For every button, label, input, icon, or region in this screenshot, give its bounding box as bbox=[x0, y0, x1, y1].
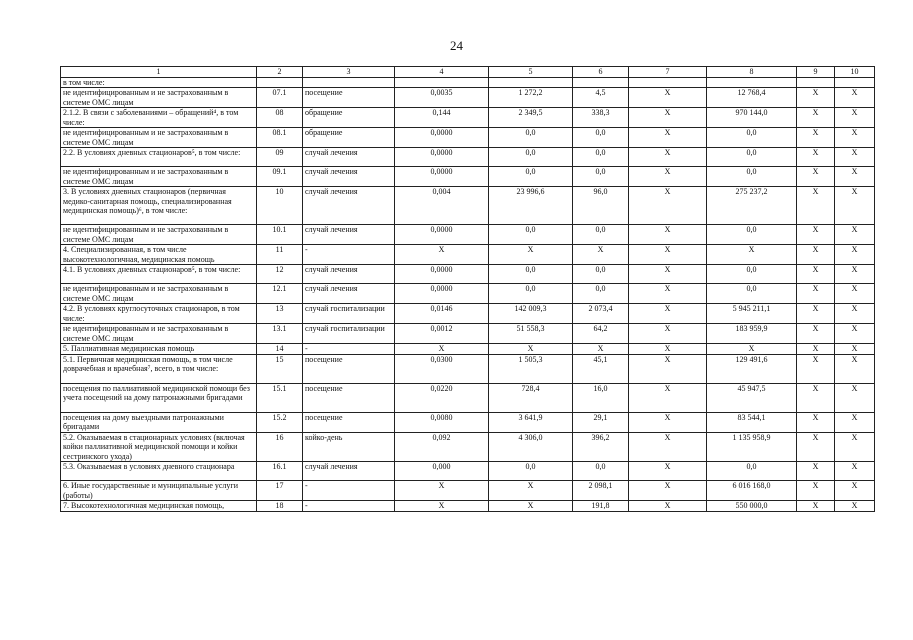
col9-cell: X bbox=[797, 501, 835, 512]
col7-cell: X bbox=[629, 88, 707, 108]
row-name-cell: не идентифицированным и не застрахованным в системе ОМС лицам bbox=[61, 128, 257, 148]
row-code-cell: 12 bbox=[257, 265, 303, 284]
col10-cell: X bbox=[835, 354, 875, 383]
col7-cell: X bbox=[629, 354, 707, 383]
row-unit-cell: случай лечения bbox=[303, 225, 395, 245]
table-row bbox=[61, 344, 875, 355]
row-name-cell: не идентифицированным и не застрахованным в системе ОМС лицам bbox=[61, 88, 257, 108]
col5-cell: X bbox=[489, 501, 573, 512]
col6-cell: 29,1 bbox=[573, 412, 629, 432]
col6-cell: 0,0 bbox=[573, 462, 629, 481]
col10-cell: X bbox=[835, 128, 875, 148]
col9-cell: X bbox=[797, 462, 835, 481]
col7-cell: X bbox=[629, 148, 707, 167]
column-header-4: 4 bbox=[395, 67, 489, 78]
col5-cell: 0,0 bbox=[489, 167, 573, 187]
col6-cell: 64,2 bbox=[573, 324, 629, 344]
table-row bbox=[61, 187, 875, 225]
row-code-cell: 16 bbox=[257, 432, 303, 462]
col4-cell: 0,092 bbox=[395, 432, 489, 462]
col6-cell: 0,0 bbox=[573, 148, 629, 167]
row-code-cell: 09.1 bbox=[257, 167, 303, 187]
col10-cell: X bbox=[835, 462, 875, 481]
col9-cell: X bbox=[797, 324, 835, 344]
col10-cell: X bbox=[835, 383, 875, 412]
col8-cell: 129 491,6 bbox=[707, 354, 797, 383]
col9-cell: X bbox=[797, 481, 835, 501]
col4-cell: 0,0220 bbox=[395, 383, 489, 412]
row-name-cell: 5.1. Первичная медицинская помощь, в том числе доврачебная и врачебная⁷, всего, в том числе: bbox=[61, 354, 257, 383]
row-unit-cell: случай госпитализации bbox=[303, 304, 395, 324]
row-name-cell: 2.1.2. В связи с заболеваниями – обращений⁴, в том числе: bbox=[61, 108, 257, 128]
table-row bbox=[61, 412, 875, 432]
column-header-9: 9 bbox=[797, 67, 835, 78]
table-body bbox=[61, 77, 875, 511]
table-row bbox=[61, 108, 875, 128]
col6-cell: 2 098,1 bbox=[573, 481, 629, 501]
col7-cell: X bbox=[629, 245, 707, 265]
row-code-cell: 16.1 bbox=[257, 462, 303, 481]
row-unit-cell: обращение bbox=[303, 128, 395, 148]
col8-cell: 970 144,0 bbox=[707, 108, 797, 128]
column-header-6: 6 bbox=[573, 67, 629, 78]
row-name-cell: посещения по паллиативной медицинской помощи без учета посещений на дому патронажными бригадами bbox=[61, 383, 257, 412]
table-row bbox=[61, 324, 875, 344]
row-unit-cell: посещение bbox=[303, 412, 395, 432]
col9-cell: X bbox=[797, 225, 835, 245]
row-name-cell: 2.2. В условиях дневных стационаров⁵, в том числе: bbox=[61, 148, 257, 167]
row-code-cell: 11 bbox=[257, 245, 303, 265]
col8-cell: 12 768,4 bbox=[707, 88, 797, 108]
row-unit-cell: койко-день bbox=[303, 432, 395, 462]
col10-cell: X bbox=[835, 225, 875, 245]
row-name-cell: не идентифицированным и не застрахованным в системе ОМС лицам bbox=[61, 225, 257, 245]
col7-cell: X bbox=[629, 462, 707, 481]
col8-cell: 5 945 211,1 bbox=[707, 304, 797, 324]
col7-cell: X bbox=[629, 225, 707, 245]
column-header-7: 7 bbox=[629, 67, 707, 78]
col5-cell: 142 009,3 bbox=[489, 304, 573, 324]
col4-cell: 0,0035 bbox=[395, 88, 489, 108]
col10-cell: X bbox=[835, 265, 875, 284]
col6-cell: 2 073,4 bbox=[573, 304, 629, 324]
row-unit-cell: посещение bbox=[303, 88, 395, 108]
table-row bbox=[61, 128, 875, 148]
col7-cell: X bbox=[629, 284, 707, 304]
row-name-cell: не идентифицированным и не застрахованным в системе ОМС лицам bbox=[61, 167, 257, 187]
row-code-cell: 18 bbox=[257, 501, 303, 512]
col7-cell: X bbox=[629, 501, 707, 512]
col5-cell: 0,0 bbox=[489, 148, 573, 167]
column-header-1: 1 bbox=[61, 67, 257, 78]
table-row bbox=[61, 481, 875, 501]
col8-cell: 0,0 bbox=[707, 167, 797, 187]
column-header-8: 8 bbox=[707, 67, 797, 78]
row-code-cell: 09 bbox=[257, 148, 303, 167]
row-code-cell: 14 bbox=[257, 344, 303, 355]
row-unit-cell: - bbox=[303, 501, 395, 512]
col8-cell: 6 016 168,0 bbox=[707, 481, 797, 501]
row-name-cell: 3. В условиях дневных стационаров (первичная медико-санитарная помощь, специализированная медицинская помощь)⁶, в том числе: bbox=[61, 187, 257, 225]
col5-cell: X bbox=[489, 344, 573, 355]
row-code-cell: 10 bbox=[257, 187, 303, 225]
col9-cell: X bbox=[797, 344, 835, 355]
row-unit-cell: случай лечения bbox=[303, 462, 395, 481]
col8-cell: 550 000,0 bbox=[707, 501, 797, 512]
col7-cell: X bbox=[629, 344, 707, 355]
col6-cell: 0,0 bbox=[573, 284, 629, 304]
col9-cell: X bbox=[797, 128, 835, 148]
col8-cell: 0,0 bbox=[707, 128, 797, 148]
col5-cell: 0,0 bbox=[489, 462, 573, 481]
col9-cell: X bbox=[797, 88, 835, 108]
row-unit-cell: посещение bbox=[303, 354, 395, 383]
col10-cell: X bbox=[835, 187, 875, 225]
table-row bbox=[61, 354, 875, 383]
row-unit-cell: обращение bbox=[303, 108, 395, 128]
col8-cell: 1 135 958,9 bbox=[707, 432, 797, 462]
col10-cell: X bbox=[835, 304, 875, 324]
col4-cell: 0,0300 bbox=[395, 354, 489, 383]
col6-cell: 96,0 bbox=[573, 187, 629, 225]
row-code-cell: 08 bbox=[257, 108, 303, 128]
column-header-10: 10 bbox=[835, 67, 875, 78]
col5-cell: 2 349,5 bbox=[489, 108, 573, 128]
col6-cell: 0,0 bbox=[573, 167, 629, 187]
row-unit-cell: случай лечения bbox=[303, 284, 395, 304]
table-row bbox=[61, 245, 875, 265]
col5-cell: 0,0 bbox=[489, 225, 573, 245]
col6-cell: 338,3 bbox=[573, 108, 629, 128]
col4-cell: 0,0000 bbox=[395, 167, 489, 187]
col6-cell: 0,0 bbox=[573, 265, 629, 284]
col8-cell: 45 947,5 bbox=[707, 383, 797, 412]
col4-cell: 0,0000 bbox=[395, 128, 489, 148]
row-name-cell: 4.2. В условиях круглосуточных стационаров, в том числе: bbox=[61, 304, 257, 324]
row-unit-cell: - bbox=[303, 481, 395, 501]
row-code-cell: 15.2 bbox=[257, 412, 303, 432]
col8-cell: 0,0 bbox=[707, 265, 797, 284]
page-number: 24 bbox=[450, 38, 463, 53]
row-unit-cell: случай лечения bbox=[303, 187, 395, 225]
col6-cell: 191,8 bbox=[573, 501, 629, 512]
table-row bbox=[61, 265, 875, 284]
row-code-cell: 10.1 bbox=[257, 225, 303, 245]
row-name-cell: 4.1. В условиях дневных стационаров⁵, в том числе: bbox=[61, 265, 257, 284]
col4-cell: X bbox=[395, 245, 489, 265]
col10-cell: X bbox=[835, 344, 875, 355]
col9-cell bbox=[797, 77, 835, 88]
table-row bbox=[61, 77, 875, 88]
col5-cell: 0,0 bbox=[489, 284, 573, 304]
col7-cell: X bbox=[629, 304, 707, 324]
col5-cell: 4 306,0 bbox=[489, 432, 573, 462]
col9-cell: X bbox=[797, 284, 835, 304]
table-row bbox=[61, 284, 875, 304]
col10-cell: X bbox=[835, 284, 875, 304]
table-row bbox=[61, 88, 875, 108]
row-unit-cell: - bbox=[303, 245, 395, 265]
col9-cell: X bbox=[797, 412, 835, 432]
table-row bbox=[61, 225, 875, 245]
col4-cell: 0,0012 bbox=[395, 324, 489, 344]
row-code-cell: 15.1 bbox=[257, 383, 303, 412]
col6-cell: 0,0 bbox=[573, 128, 629, 148]
col10-cell bbox=[835, 77, 875, 88]
col6-cell: 45,1 bbox=[573, 354, 629, 383]
col8-cell: 0,0 bbox=[707, 462, 797, 481]
col5-cell: 23 996,6 bbox=[489, 187, 573, 225]
col9-cell: X bbox=[797, 432, 835, 462]
table-row bbox=[61, 383, 875, 412]
col8-cell: 183 959,9 bbox=[707, 324, 797, 344]
row-name-cell: 6. Иные государственные и муниципальные услуги (работы) bbox=[61, 481, 257, 501]
row-name-cell: посещения на дому выездными патронажными бригадами bbox=[61, 412, 257, 432]
col5-cell: 51 558,3 bbox=[489, 324, 573, 344]
col4-cell: X bbox=[395, 344, 489, 355]
table-row bbox=[61, 148, 875, 167]
table-row bbox=[61, 167, 875, 187]
col5-cell: 0,0 bbox=[489, 128, 573, 148]
col4-cell: 0,0000 bbox=[395, 284, 489, 304]
col10-cell: X bbox=[835, 148, 875, 167]
col9-cell: X bbox=[797, 245, 835, 265]
row-code-cell: 15 bbox=[257, 354, 303, 383]
col10-cell: X bbox=[835, 412, 875, 432]
col10-cell: X bbox=[835, 245, 875, 265]
row-name-cell: не идентифицированным и не застрахованным в системе ОМС лицам bbox=[61, 324, 257, 344]
col6-cell: 4,5 bbox=[573, 88, 629, 108]
row-name-cell: 5. Паллиативная медицинская помощь bbox=[61, 344, 257, 355]
col7-cell: X bbox=[629, 324, 707, 344]
col7-cell: X bbox=[629, 383, 707, 412]
row-name-cell: 7. Высокотехнологичная медицинская помощь, bbox=[61, 501, 257, 512]
col7-cell: X bbox=[629, 187, 707, 225]
col7-cell: X bbox=[629, 167, 707, 187]
table-header-row bbox=[61, 67, 875, 78]
col9-cell: X bbox=[797, 167, 835, 187]
col9-cell: X bbox=[797, 187, 835, 225]
col5-cell: 3 641,9 bbox=[489, 412, 573, 432]
col6-cell: 16,0 bbox=[573, 383, 629, 412]
col6-cell: X bbox=[573, 245, 629, 265]
col5-cell: X bbox=[489, 245, 573, 265]
column-header-5: 5 bbox=[489, 67, 573, 78]
row-name-cell: 5.2. Оказываемая в стационарных условиях (включая койки паллиативной медицинской помощи и койки сестринского ухода) bbox=[61, 432, 257, 462]
col10-cell: X bbox=[835, 108, 875, 128]
col4-cell: 0,144 bbox=[395, 108, 489, 128]
col4-cell: 0,0000 bbox=[395, 265, 489, 284]
row-unit-cell: случай лечения bbox=[303, 265, 395, 284]
row-code-cell bbox=[257, 77, 303, 88]
col8-cell: X bbox=[707, 344, 797, 355]
row-unit-cell: случай госпитализации bbox=[303, 324, 395, 344]
table-row bbox=[61, 432, 875, 462]
col4-cell: 0,004 bbox=[395, 187, 489, 225]
col4-cell: X bbox=[395, 481, 489, 501]
col8-cell: 0,0 bbox=[707, 284, 797, 304]
col4-cell: 0,0000 bbox=[395, 225, 489, 245]
table-row bbox=[61, 462, 875, 481]
col5-cell: 1 272,2 bbox=[489, 88, 573, 108]
col10-cell: X bbox=[835, 167, 875, 187]
col9-cell: X bbox=[797, 148, 835, 167]
col10-cell: X bbox=[835, 501, 875, 512]
row-name-cell: 5.3. Оказываемая в условиях дневного стационара bbox=[61, 462, 257, 481]
col5-cell: 0,0 bbox=[489, 265, 573, 284]
row-name-cell: не идентифицированным и не застрахованным в системе ОМС лицам bbox=[61, 284, 257, 304]
col8-cell: 275 237,2 bbox=[707, 187, 797, 225]
col5-cell bbox=[489, 77, 573, 88]
col6-cell: 396,2 bbox=[573, 432, 629, 462]
col9-cell: X bbox=[797, 304, 835, 324]
row-code-cell: 08.1 bbox=[257, 128, 303, 148]
data-table bbox=[60, 66, 875, 512]
col6-cell bbox=[573, 77, 629, 88]
col8-cell bbox=[707, 77, 797, 88]
col7-cell: X bbox=[629, 108, 707, 128]
col9-cell: X bbox=[797, 354, 835, 383]
row-unit-cell bbox=[303, 77, 395, 88]
col4-cell: 0,0000 bbox=[395, 148, 489, 167]
col5-cell: X bbox=[489, 481, 573, 501]
row-unit-cell: посещение bbox=[303, 383, 395, 412]
col7-cell: X bbox=[629, 128, 707, 148]
col10-cell: X bbox=[835, 88, 875, 108]
col7-cell: X bbox=[629, 432, 707, 462]
col6-cell: X bbox=[573, 344, 629, 355]
col8-cell: 0,0 bbox=[707, 225, 797, 245]
col8-cell: 83 544,1 bbox=[707, 412, 797, 432]
row-code-cell: 17 bbox=[257, 481, 303, 501]
col4-cell: 0,000 bbox=[395, 462, 489, 481]
row-code-cell: 13 bbox=[257, 304, 303, 324]
col9-cell: X bbox=[797, 383, 835, 412]
table-row bbox=[61, 501, 875, 512]
row-unit-cell: случай лечения bbox=[303, 167, 395, 187]
col10-cell: X bbox=[835, 432, 875, 462]
column-header-2: 2 bbox=[257, 67, 303, 78]
row-name-cell: в том числе: bbox=[61, 77, 257, 88]
col9-cell: X bbox=[797, 265, 835, 284]
col4-cell: 0,0080 bbox=[395, 412, 489, 432]
col7-cell: X bbox=[629, 481, 707, 501]
column-header-3: 3 bbox=[303, 67, 395, 78]
col4-cell: 0,0146 bbox=[395, 304, 489, 324]
col7-cell bbox=[629, 77, 707, 88]
col8-cell: X bbox=[707, 245, 797, 265]
col9-cell: X bbox=[797, 108, 835, 128]
row-unit-cell: - bbox=[303, 344, 395, 355]
row-unit-cell: случай лечения bbox=[303, 148, 395, 167]
col10-cell: X bbox=[835, 324, 875, 344]
col10-cell: X bbox=[835, 481, 875, 501]
row-code-cell: 12.1 bbox=[257, 284, 303, 304]
col4-cell bbox=[395, 77, 489, 88]
row-code-cell: 13.1 bbox=[257, 324, 303, 344]
col5-cell: 1 505,3 bbox=[489, 354, 573, 383]
col7-cell: X bbox=[629, 265, 707, 284]
col8-cell: 0,0 bbox=[707, 148, 797, 167]
row-code-cell: 07.1 bbox=[257, 88, 303, 108]
col4-cell: X bbox=[395, 501, 489, 512]
col6-cell: 0,0 bbox=[573, 225, 629, 245]
row-name-cell: 4. Специализированная, в том числе высокотехнологичная, медицинская помощь bbox=[61, 245, 257, 265]
col5-cell: 728,4 bbox=[489, 383, 573, 412]
table-row bbox=[61, 304, 875, 324]
col7-cell: X bbox=[629, 412, 707, 432]
